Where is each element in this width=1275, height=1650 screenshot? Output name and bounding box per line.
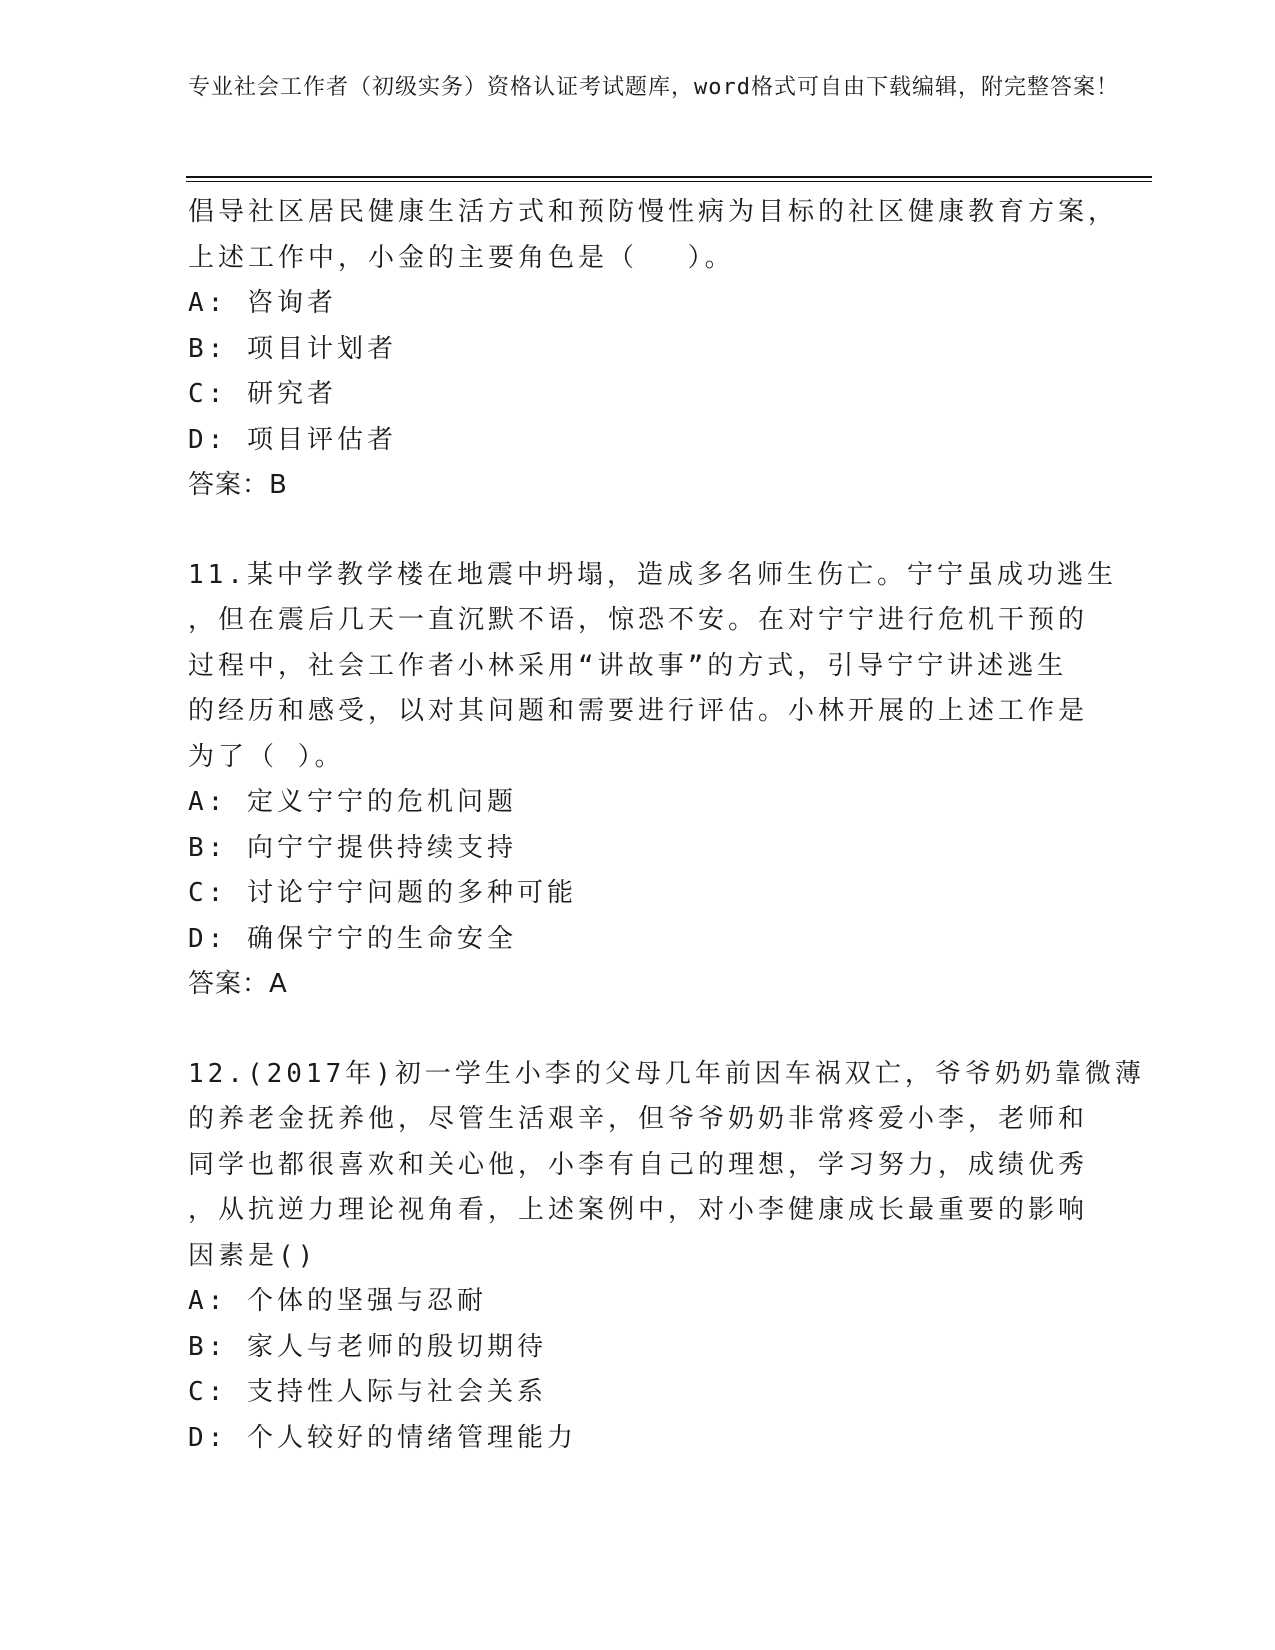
option-b: B: 向宁宁提供持续支持 — [188, 832, 517, 863]
option-a: A: 咨询者 — [188, 288, 337, 318]
question-stem-line: 上述工作中，小金的主要角色是（ ）。 — [188, 242, 735, 273]
question-stem-line: ，但在震后几天一直沉默不语，惊恐不安。在对宁宁进行危机干预的 — [188, 605, 1089, 635]
option-b: B: 家人与老师的殷切期待 — [188, 1331, 547, 1362]
question-stem-line: 倡导社区居民健康生活方式和预防慢性病为目标的社区健康教育方案， — [188, 197, 1119, 227]
option-c: C: 讨论宁宁问题的多种可能 — [188, 878, 577, 908]
question-stem-line: 的经历和感受，以对其问题和需要进行评估。小林开展的上述工作是 — [188, 696, 1089, 726]
question-stem-line: 因素是() — [188, 1240, 318, 1271]
document-body — [188, 190, 1148, 1461]
option-d: D: 确保宁宁的生命安全 — [188, 923, 517, 954]
option-c: C: 支持性人际与社会关系 — [188, 1377, 547, 1407]
option-d: D: 个人较好的情绪管理能力 — [188, 1422, 577, 1453]
page-header: 专业社会工作者（初级实务）资格认证考试题库，word格式可自由下载编辑，附完整答案！ — [188, 75, 1119, 100]
answer-text: 答案：A — [188, 969, 288, 999]
option-b: B: 项目计划者 — [188, 333, 397, 364]
question-continuation — [188, 190, 1148, 509]
option-a: A: 定义宁宁的危机问题 — [188, 787, 517, 817]
question-stem-line: 11.某中学教学楼在地震中坍塌，造成多名师生伤亡。宁宁虽成功逃生 — [188, 559, 1117, 590]
question-stem-line: 过程中，社会工作者小林采用“讲故事”的方式，引导宁宁讲述逃生 — [188, 650, 1068, 681]
question-12 — [188, 1052, 1148, 1462]
question-stem-line: 的养老金抚养他，尽管生活艰辛，但爷爷奶奶非常疼爱小李，老师和 — [188, 1104, 1089, 1134]
answer-text: 答案：B — [188, 470, 288, 500]
question-stem-line: 同学也都很喜欢和关心他，小李有自己的理想，学习努力，成绩优秀 — [188, 1149, 1089, 1180]
question-stem-line: ，从抗逆力理论视角看，上述案例中，对小李健康成长最重要的影响 — [188, 1195, 1089, 1225]
option-c: C: 研究者 — [188, 379, 337, 409]
option-a: A: 个体的坚强与忍耐 — [188, 1286, 487, 1316]
question-stem-line: 12.(2017年)初一学生小李的父母几年前因车祸双亡，爷爷奶奶靠微薄 — [188, 1058, 1145, 1089]
option-d: D: 项目评估者 — [188, 424, 397, 455]
question-11 — [188, 553, 1148, 1008]
header-rule — [186, 176, 1152, 182]
question-stem-line: 为了（ ）。 — [188, 741, 345, 772]
